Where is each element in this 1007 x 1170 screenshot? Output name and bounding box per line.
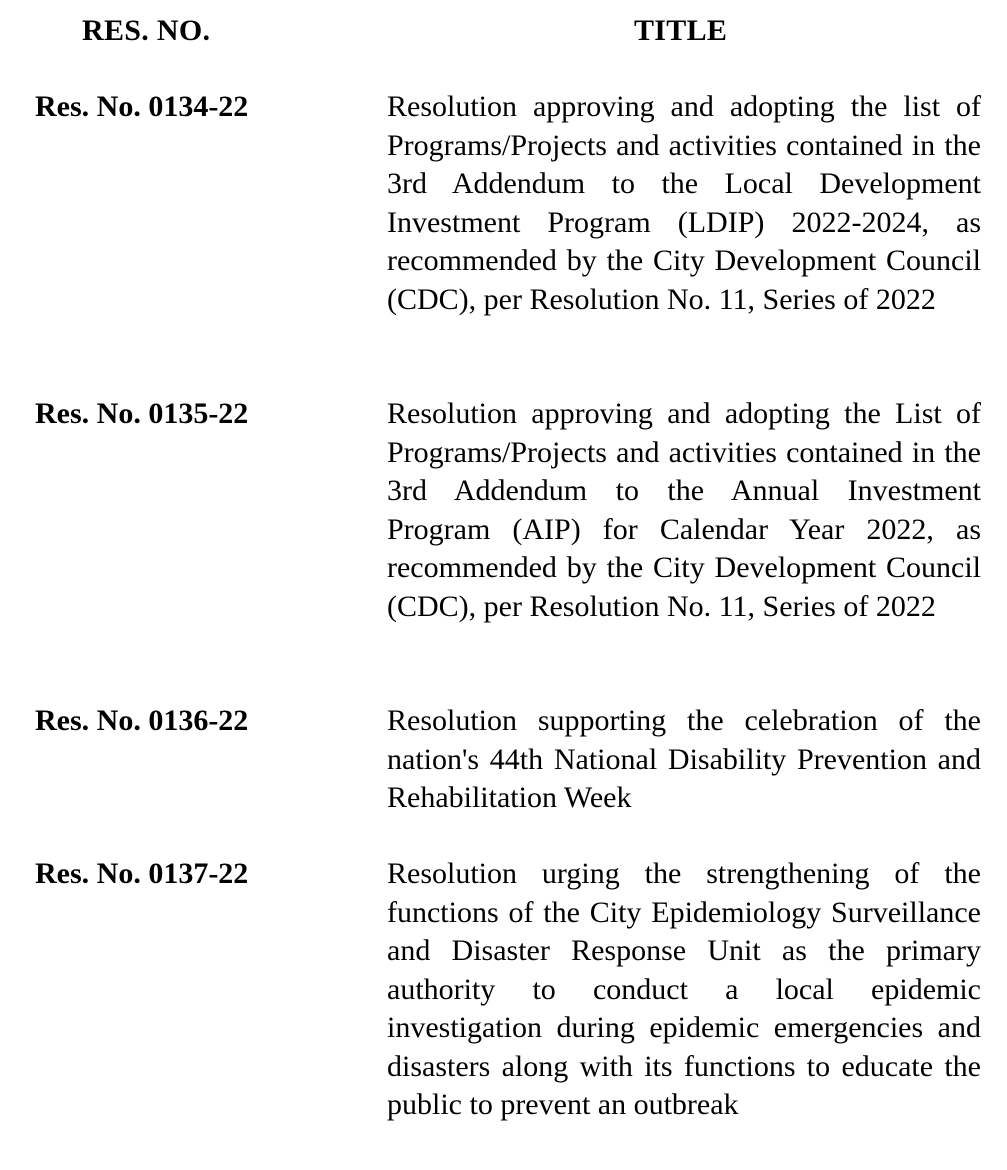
column-header-res-no: RES. NO. (82, 14, 211, 47)
resolution-title: Resolution approving and adopting the list of Programs/Projects and activities contained in the 3rd Addendum to the Local Development Investment Program (LDIP) 2022-2024, as recommended by the City Development Council (CDC), per Resolution No. 11, Series of 2022 (387, 90, 981, 316)
resolution-title: Resolution approving and adopting the List of Programs/Projects and activities contained in the 3rd Addendum to the Annual Investment Program (AIP) for Calendar Year 2022, as recommended by the City Development Council (CDC), per Resolution No. 11, Series of 2022 (387, 397, 981, 623)
resolution-title: Resolution urging the strengthening of the functions of the City Epidemiology Surveillance and Disaster Response Unit as the primary authority to conduct a local epidemic investigation during epidemic emergencies and disasters along with its functions to educate the public to prevent an outbreak (387, 857, 981, 1121)
resolution-number: Res. No. 0136-22 (35, 704, 249, 737)
resolution-number: Res. No. 0137-22 (35, 857, 249, 890)
resolution-number: Res. No. 0135-22 (35, 397, 249, 430)
column-header-title: TITLE (634, 14, 728, 47)
resolution-title: Resolution supporting the celebration of the nation's 44th National Disability Prevention and Rehabilitation Week (387, 704, 981, 814)
resolution-number: Res. No. 0134-22 (35, 90, 249, 123)
